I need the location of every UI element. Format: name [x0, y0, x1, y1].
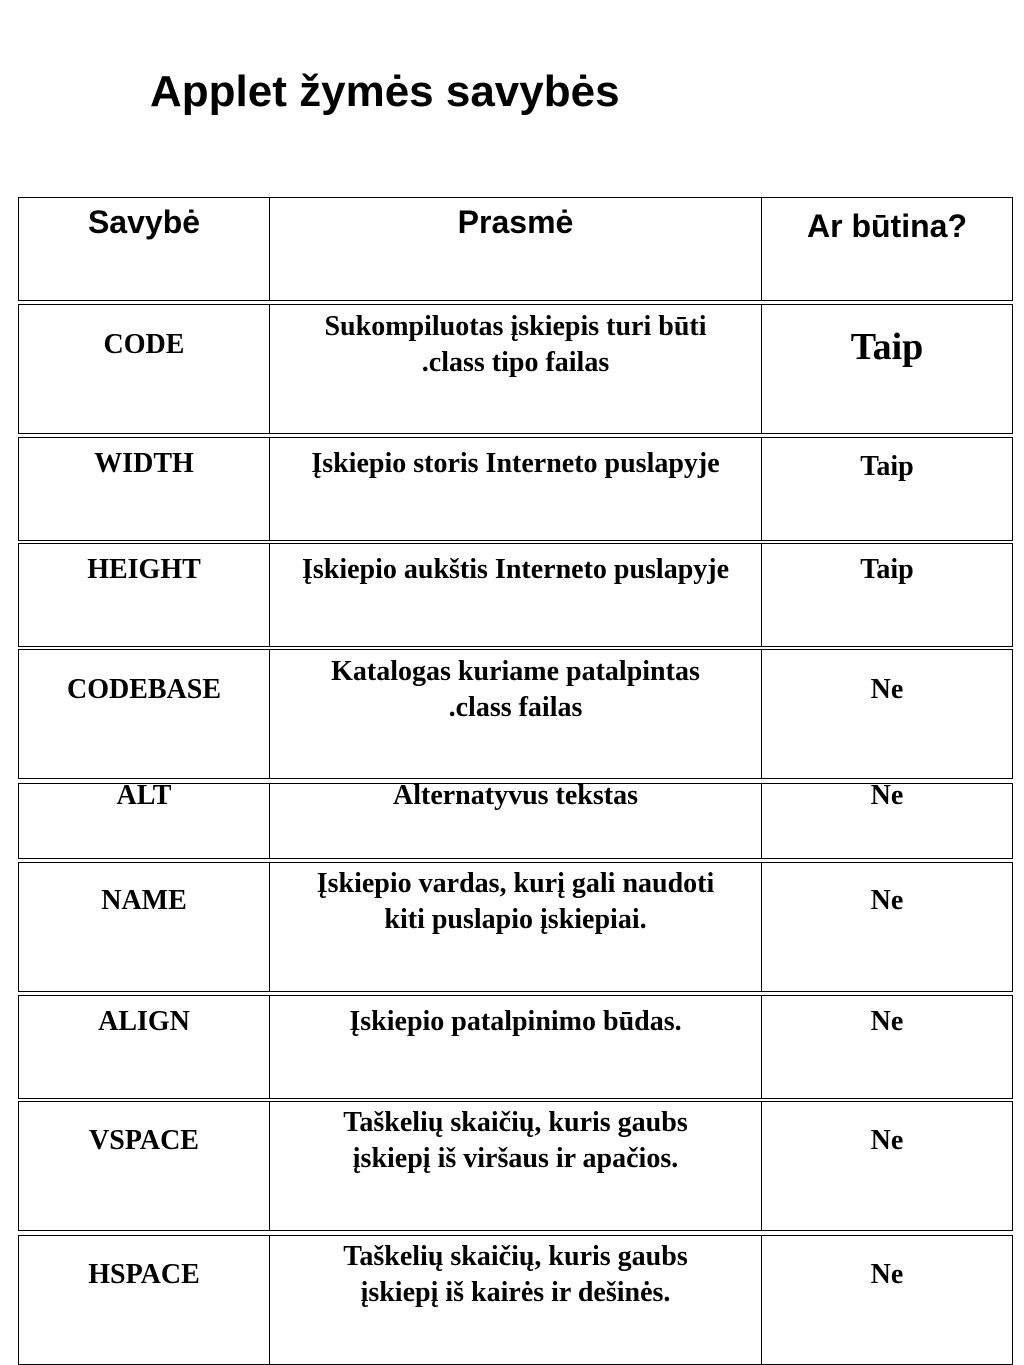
header-cell-property	[19, 198, 269, 300]
required-value: Ne	[870, 1006, 904, 1037]
meaning-line: Įskiepio vardas, kurį gali naudoti	[316, 868, 715, 899]
required-cell	[762, 1236, 1012, 1364]
required-value: Ne	[870, 885, 904, 916]
property-name: CODEBASE	[66, 674, 222, 705]
required-cell	[762, 438, 1012, 540]
property-cell	[19, 305, 269, 433]
meaning-line: Įskiepio patalpinimo būdas.	[349, 1006, 682, 1037]
header-label-property: Savybė	[87, 204, 201, 240]
header-label-meaning: Prasmė	[457, 204, 574, 240]
property-cell	[19, 784, 269, 858]
header-cell-meaning	[269, 198, 762, 300]
required-cell	[762, 996, 1012, 1098]
property-name: HEIGHT	[87, 554, 201, 585]
meaning-cell	[269, 1236, 762, 1364]
meaning-line: Įskiepio storis Interneto puslapyje	[311, 448, 720, 479]
meaning-line: Įskiepio aukštis Interneto puslapyje	[301, 554, 730, 585]
property-cell	[19, 650, 269, 778]
meaning-cell	[269, 1102, 762, 1230]
table-row	[18, 783, 1013, 859]
required-cell	[762, 1102, 1012, 1230]
required-value: Ne	[870, 783, 904, 811]
property-name: CODE	[103, 329, 185, 360]
property-cell	[19, 996, 269, 1098]
required-value: Taip	[860, 451, 914, 482]
property-name: VSPACE	[89, 1125, 199, 1156]
property-name: ALIGN	[98, 1006, 190, 1037]
meaning-line: Taškelių skaičių, kuris gaubs	[343, 1241, 688, 1272]
table-header-row	[18, 197, 1013, 301]
table-row	[18, 1101, 1013, 1231]
page-title: Applet žymės savybės	[150, 67, 620, 116]
property-cell	[19, 438, 269, 540]
meaning-cell	[269, 650, 762, 778]
table-row	[18, 437, 1013, 541]
required-cell	[762, 544, 1012, 646]
meaning-cell	[269, 438, 762, 540]
meaning-line: Sukompiluotas įskiepis turi būti	[324, 311, 707, 342]
property-cell	[19, 863, 269, 991]
meaning-cell	[269, 305, 762, 433]
meaning-cell	[269, 863, 762, 991]
required-value: Taip	[860, 554, 914, 585]
required-cell	[762, 784, 1012, 858]
required-value: Ne	[870, 674, 904, 705]
meaning-line: Taškelių skaičių, kuris gaubs	[343, 1107, 688, 1138]
property-name: WIDTH	[94, 448, 194, 479]
meaning-line: .class failas	[448, 692, 583, 723]
meaning-cell	[269, 996, 762, 1098]
required-value: Ne	[870, 1259, 904, 1290]
meaning-line: įskiepį iš viršaus ir apačios.	[352, 1143, 679, 1174]
table-row	[18, 304, 1013, 434]
required-value: Ne	[870, 1125, 904, 1156]
meaning-cell	[269, 784, 762, 858]
property-name: NAME	[101, 885, 187, 916]
meaning-line: kiti puslapio įskiepiai.	[384, 904, 647, 935]
required-cell	[762, 305, 1012, 433]
required-value: Taip	[850, 326, 924, 368]
header-label-required: Ar būtina?	[807, 208, 967, 244]
table-row	[18, 1235, 1013, 1365]
property-name: HSPACE	[88, 1259, 200, 1290]
table-row	[18, 649, 1013, 779]
meaning-line: Alternatyvus tekstas	[393, 783, 638, 811]
required-cell	[762, 863, 1012, 991]
meaning-cell	[269, 544, 762, 646]
table-row	[18, 543, 1013, 647]
property-cell	[19, 1236, 269, 1364]
meaning-line: .class tipo failas	[421, 347, 610, 378]
property-cell	[19, 544, 269, 646]
meaning-line: Katalogas kuriame patalpintas	[331, 656, 700, 687]
property-cell	[19, 1102, 269, 1230]
header-cell-required	[762, 198, 1012, 300]
meaning-line: įskiepį iš kairės ir dešinės.	[360, 1277, 671, 1308]
table-row	[18, 862, 1013, 992]
property-name: ALT	[116, 783, 172, 811]
table-row	[18, 995, 1013, 1099]
required-cell	[762, 650, 1012, 778]
